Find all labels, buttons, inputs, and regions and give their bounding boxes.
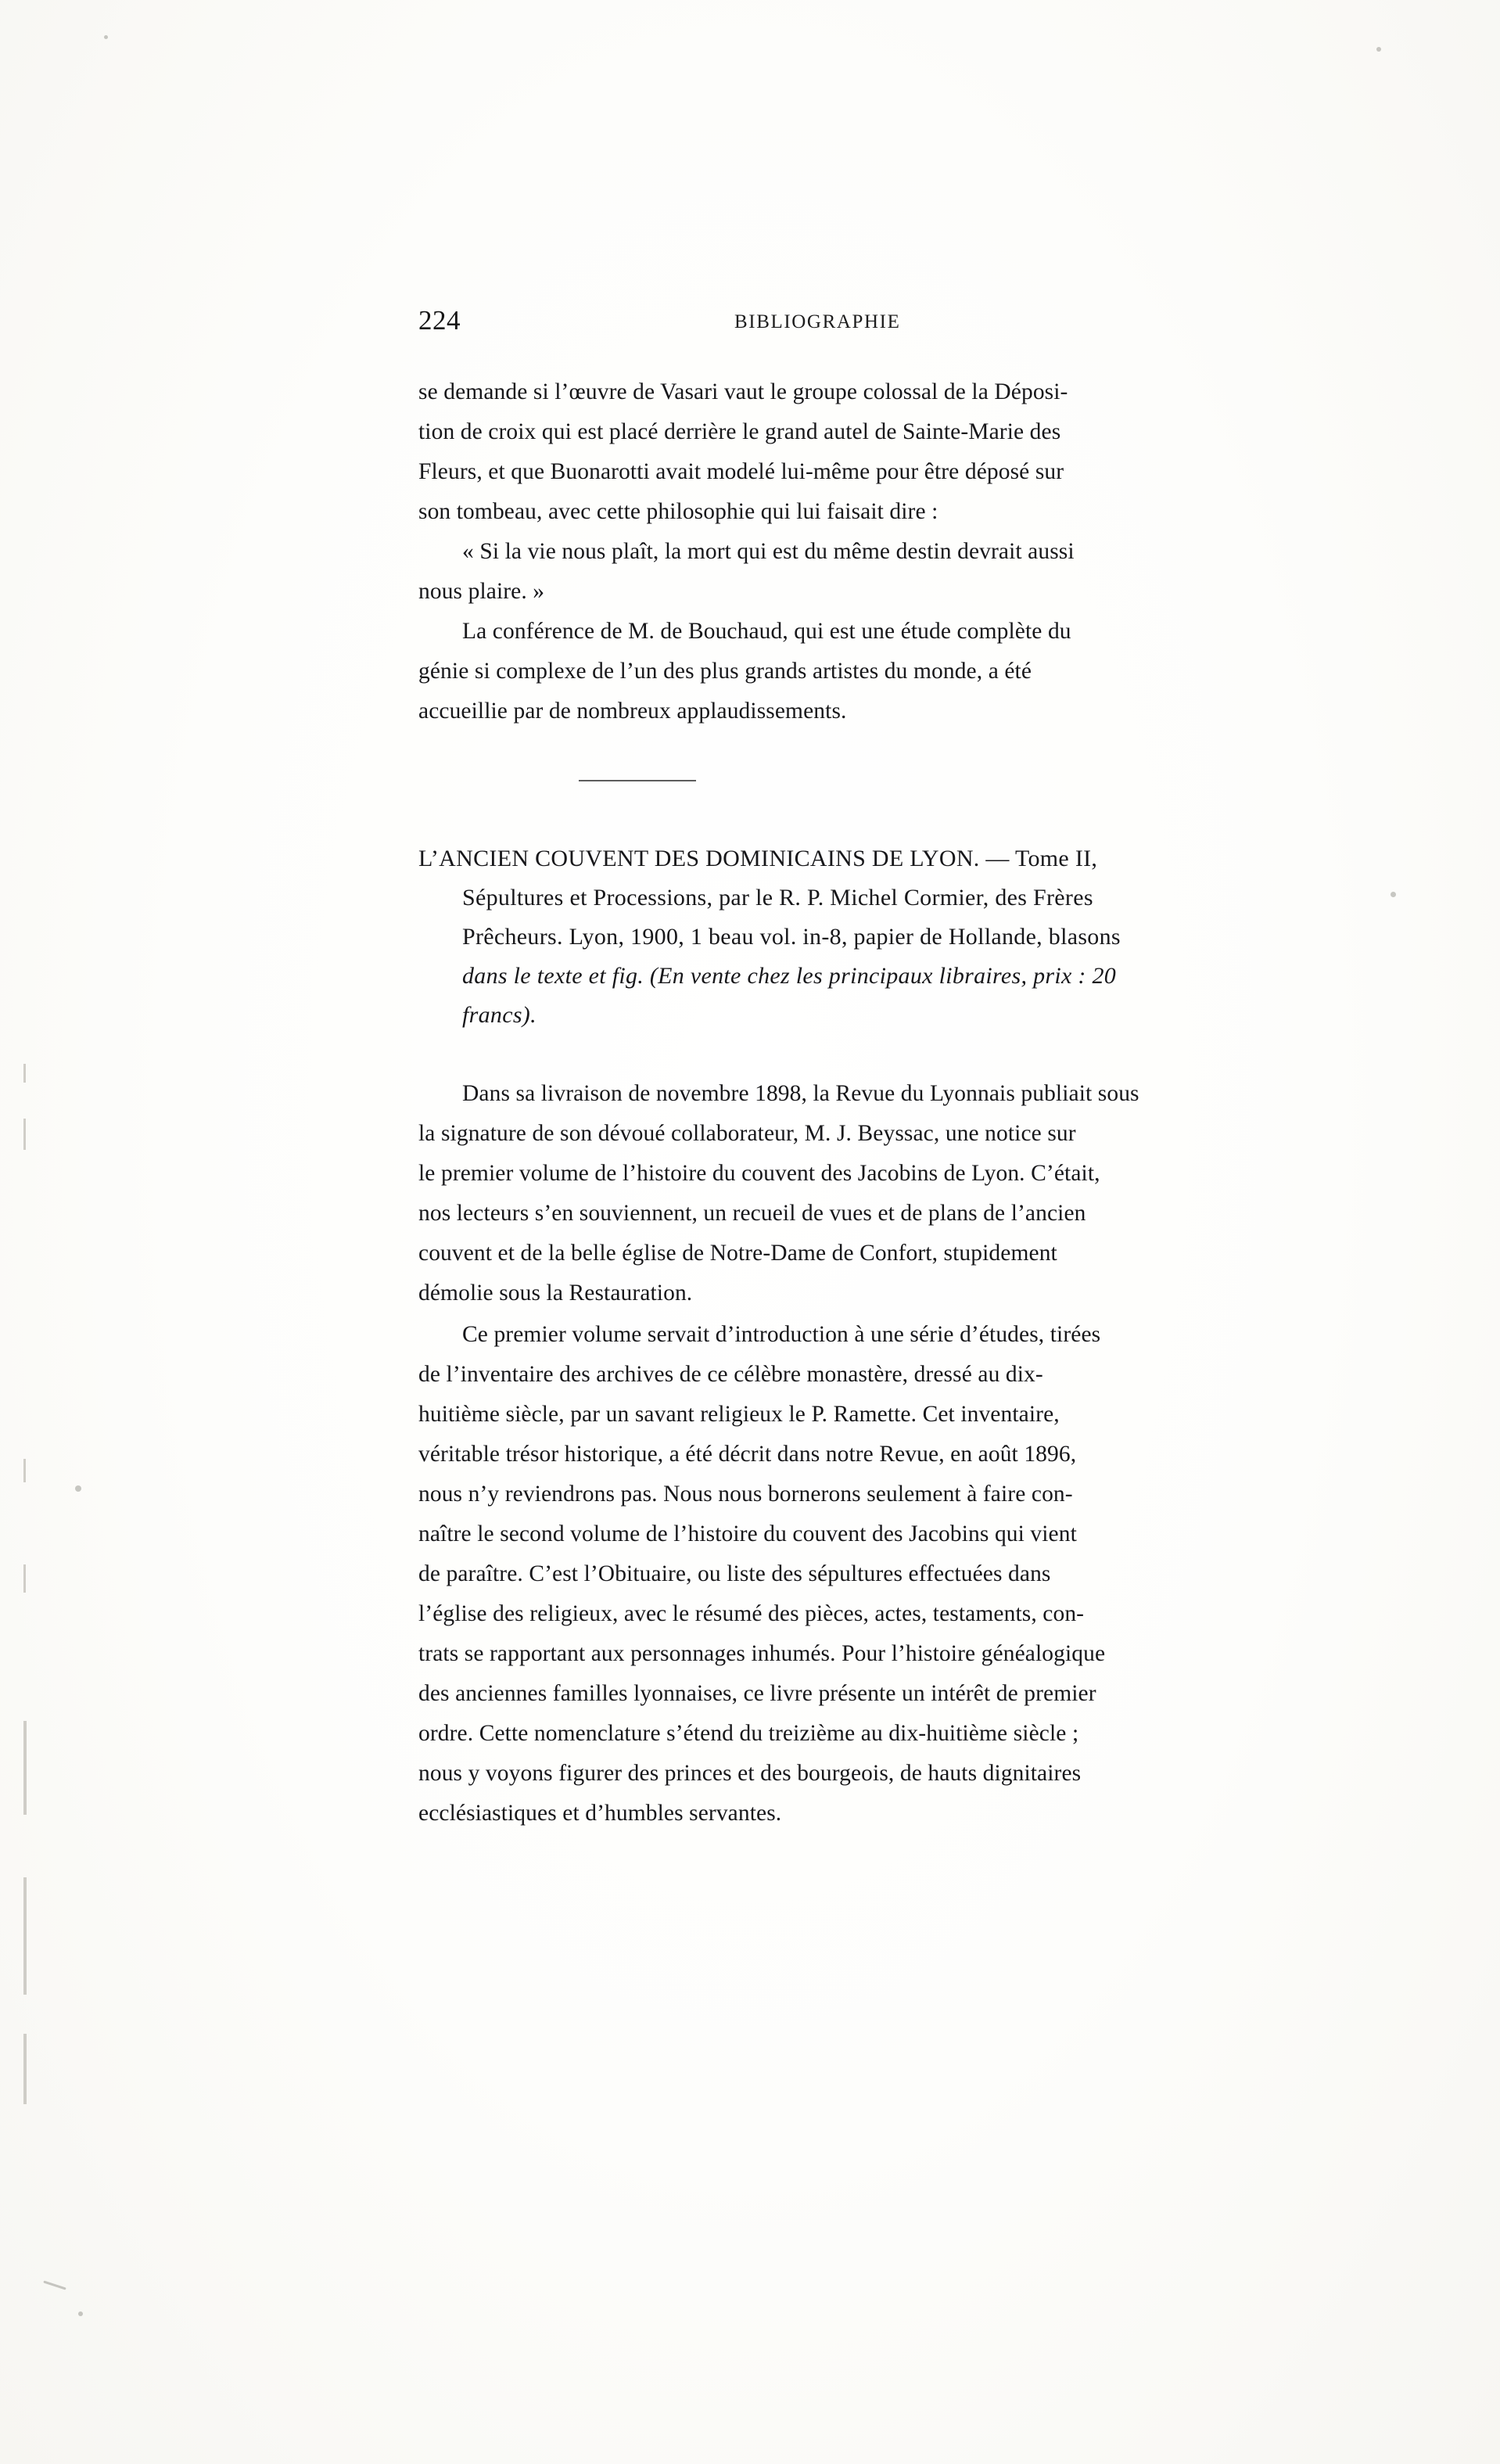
paragraph-line	[418, 1194, 1279, 1234]
paragraph-line	[418, 652, 1279, 691]
line-text: naître le second volume de l’histoire du couvent des Jacobins qui vient	[418, 1521, 1077, 1546]
line-text: La conférence de M. de Bouchaud, qui est une étude complète du	[462, 619, 1071, 644]
scan-speck	[1376, 47, 1381, 52]
entry-title-line	[418, 957, 1279, 996]
paragraph-line	[418, 1674, 1279, 1714]
line-text: L’ANCIEN COUVENT DES DOMINICAINS DE LYON. — Tome II,	[418, 846, 1098, 871]
review-paragraph-2	[418, 1315, 1279, 1834]
bibliography-entry	[418, 839, 1279, 1035]
paragraph-line	[418, 1273, 1279, 1313]
line-text: trats se rapportant aux personnages inhumés. Pour l’histoire généalogique	[418, 1641, 1106, 1666]
line-text: nos lecteurs s’en souviennent, un recueil de vues et de plans de l’ancien	[418, 1201, 1086, 1226]
line-text: des anciennes familles lyonnaises, ce livre présente un intérêt de premier	[418, 1681, 1096, 1706]
line-text: Sépultures et Processions, par le R. P. Michel Cormier, des Frères	[462, 885, 1093, 911]
entry-title-line	[418, 839, 1279, 878]
line-text: nous n’y reviendrons pas. Nous nous bornerons seulement à faire con-	[418, 1482, 1073, 1507]
scan-speck	[75, 1485, 81, 1492]
line-text: « Si la vie nous plaît, la mort qui est du même destin devrait aussi	[462, 539, 1075, 564]
vertical-spacer	[418, 1035, 1279, 1072]
page-edge-mark	[23, 1459, 26, 1482]
line-text: ordre. Cette nomenclature s’étend du treizième au dix-huitième siècle ;	[418, 1721, 1079, 1746]
line-text: nous plaire. »	[418, 579, 545, 604]
paragraph-line	[418, 452, 1279, 492]
line-text: de paraître. C’est l’Obituaire, ou liste des sépultures effectuées dans	[418, 1561, 1051, 1586]
page-edge-mark	[23, 1119, 26, 1150]
line-text: couvent et de la belle église de Notre-Dame de Confort, stupidement	[418, 1241, 1057, 1266]
paragraph-line	[418, 1234, 1279, 1273]
paragraph-line	[418, 532, 1279, 572]
article-top-block	[418, 372, 1279, 731]
page-number: 224	[418, 305, 461, 336]
page-edge-mark	[23, 1064, 26, 1083]
line-text: Dans sa livraison de novembre 1898, la Revue du Lyonnais publiait sous	[462, 1081, 1139, 1106]
scan-speck	[104, 35, 108, 39]
scan-speck	[1391, 892, 1396, 897]
paragraph-line	[418, 612, 1279, 652]
page-edge-mark	[23, 1564, 26, 1593]
paragraph-line	[418, 1074, 1279, 1114]
line-text: son tombeau, avec cette philosophie qui lui faisait dire :	[418, 499, 938, 524]
line-text: francs).	[462, 1002, 536, 1028]
section-divider-rule	[579, 780, 696, 781]
paragraph-line	[418, 1355, 1279, 1395]
page-content	[418, 305, 1279, 1834]
paragraph-line	[418, 1315, 1279, 1355]
line-text: Prêcheurs. Lyon, 1900, 1 beau vol. in-8, papier de Hollande, blasons	[462, 924, 1121, 950]
paragraph-line	[418, 1474, 1279, 1514]
paragraph-line	[418, 1714, 1279, 1754]
paragraph-line	[418, 1154, 1279, 1194]
entry-title-line	[418, 996, 1279, 1035]
paragraph-line	[418, 1114, 1279, 1154]
paragraph-line	[418, 1395, 1279, 1435]
entry-title-line	[418, 918, 1279, 957]
line-text: tion de croix qui est placé derrière le grand autel de Sainte-Marie des	[418, 419, 1061, 444]
page-edge-mark	[23, 1721, 27, 1815]
line-text: ecclésiastiques et d’humbles servantes.	[418, 1801, 782, 1826]
line-text: Ce premier volume servait d’introduction à une série d’études, tirées	[462, 1322, 1101, 1347]
review-paragraph-1	[418, 1074, 1279, 1313]
paragraph-line	[418, 1554, 1279, 1594]
page-edge-mark	[23, 1877, 27, 1995]
page-edge-mark	[23, 2034, 27, 2104]
paragraph-line	[418, 1754, 1279, 1794]
paragraph-line	[418, 372, 1279, 412]
entry-title-line	[418, 878, 1279, 918]
line-text: Fleurs, et que Buonarotti avait modelé lui-même pour être déposé sur	[418, 459, 1064, 484]
line-text: accueillie par de nombreux applaudissements.	[418, 699, 847, 724]
line-text: véritable trésor historique, a été décrit dans notre Revue, en août 1896,	[418, 1442, 1077, 1467]
line-text: nous y voyons figurer des princes et des bourgeois, de hauts dignitaires	[418, 1761, 1082, 1786]
paragraph-line	[418, 1794, 1279, 1834]
paragraph-line	[418, 1435, 1279, 1474]
line-text: génie si complexe de l’un des plus grands artistes du monde, a été	[418, 659, 1032, 684]
line-text: l’église des religieux, avec le résumé des pièces, actes, testaments, con-	[418, 1601, 1085, 1626]
line-text: huitième siècle, par un savant religieux le P. Ramette. Cet inventaire,	[418, 1402, 1060, 1427]
paragraph-line	[418, 1514, 1279, 1554]
paragraph-line	[418, 572, 1279, 612]
line-text: dans le texte et fig. (En vente chez les principaux libraires, prix : 20	[462, 963, 1117, 989]
line-text: de l’inventaire des archives de ce célèbre monastère, dressé au dix-	[418, 1362, 1043, 1387]
paragraph-line	[418, 1634, 1279, 1674]
page-header	[418, 305, 1279, 352]
paragraph-line	[418, 492, 1279, 532]
paragraph-line	[418, 412, 1279, 452]
line-text: le premier volume de l’histoire du couvent des Jacobins de Lyon. C’était,	[418, 1161, 1100, 1186]
scan-speck	[78, 2311, 83, 2316]
line-text: la signature de son dévoué collaborateur, M. J. Beyssac, une notice sur	[418, 1121, 1076, 1146]
line-text: se demande si l’œuvre de Vasari vaut le groupe colossal de la Déposi-	[418, 379, 1068, 404]
paragraph-line	[418, 691, 1279, 731]
running-head: BIBLIOGRAPHIE	[734, 311, 901, 332]
paragraph-line	[418, 1594, 1279, 1634]
line-text: démolie sous la Restauration.	[418, 1280, 693, 1306]
